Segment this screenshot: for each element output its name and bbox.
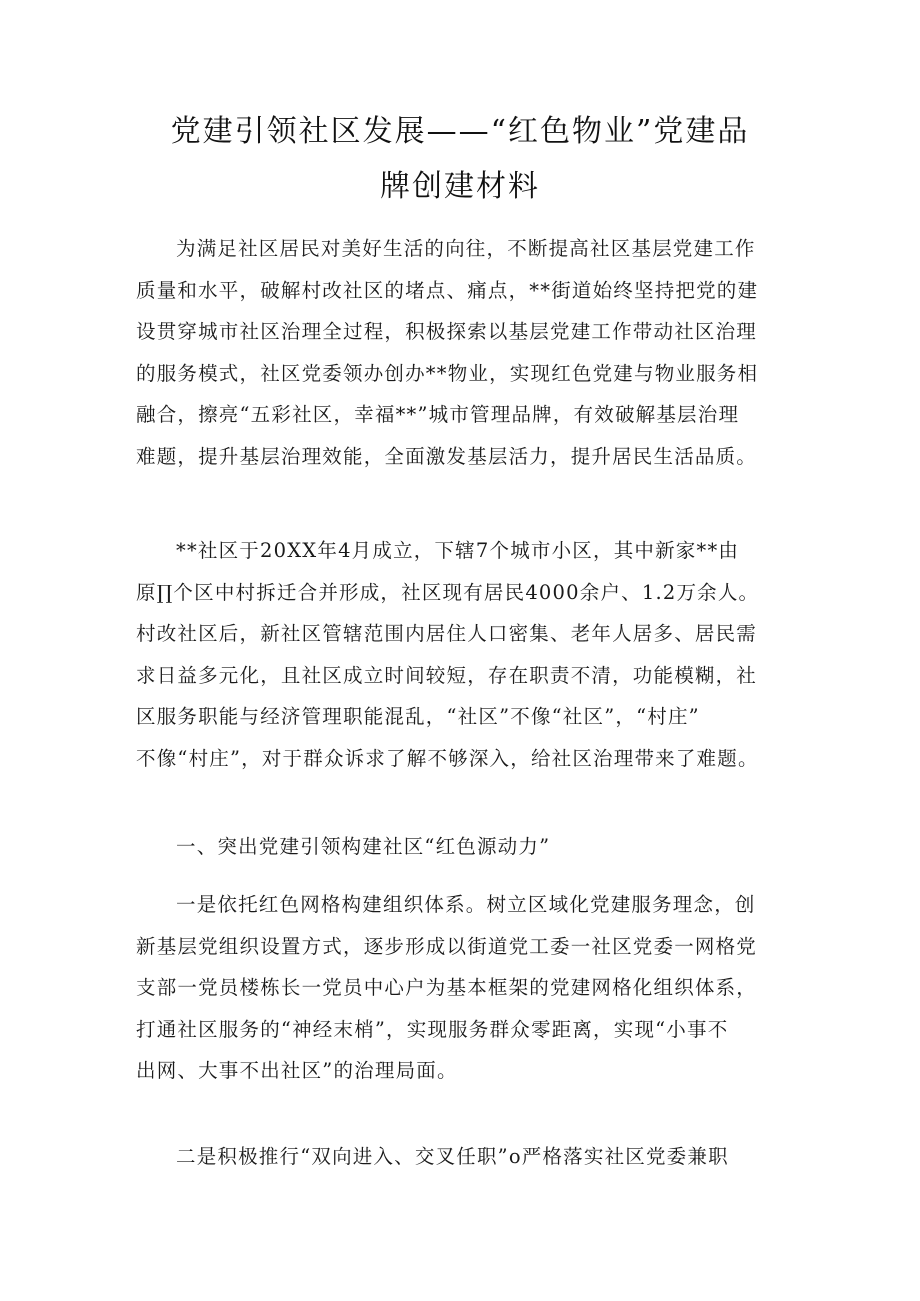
text-line: **社区于20XX年4月成立，下辖7个城市小区，其中新家**由 (176, 539, 740, 562)
text-line: 村改社区后，新社区管辖范围内居住人口密集、老年人居多、居民需 (136, 622, 758, 645)
text-line: 新基层党组织设置方式，逐步形成以街道党工委一社区党委一网格党 (136, 934, 758, 958)
text-line: 不像“村庄”，对于群众诉求了解不够深入，给社区治理带来了难题。 (136, 746, 759, 770)
text-line: 设贯穿城市社区治理全过程，积极探索以基层党建工作带动社区治理 (136, 320, 758, 343)
text-line: 一是依托红色网格构建组织体系。树立区域化党建服务理念，创 (176, 893, 756, 916)
paragraph-point-two (136, 1136, 796, 1178)
heading-line: 一、突出党建引领构建社区“红色源动力” (176, 835, 551, 858)
section-heading (136, 826, 796, 868)
text-line: 求日益多元化，且社区成立时间较短，存在职责不清，功能模糊，社 (136, 663, 758, 687)
text-line: 为满足社区居民对美好生活的向往，不断提高社区基层党建工作 (176, 237, 756, 260)
title-line: 牌创建材料 (380, 169, 540, 204)
text-line: 融合，擦亮“五彩社区，幸福**”城市管理品牌，有效破解基层治理 (136, 403, 740, 426)
text-line: 质量和水平，破解村改社区的堵点、痛点，**街道始终坚持把党的建 (136, 278, 759, 302)
text-line: 的服务模式，社区党委领办创办**物业，实现红色党建与物业服务相 (136, 361, 759, 385)
document-title (120, 104, 800, 214)
text-line: 原∏个区中村拆迁合并形成，社区现有居民4000余户、1.2万余人。 (136, 580, 760, 604)
paragraph-background (136, 530, 796, 779)
text-line: 支部一党员楼栋长一党员中心户为基本框架的党建网格化组织体系， (136, 976, 758, 999)
text-line: 二是积极推行“双向进入、交叉任职”o严格落实社区党委兼职 (176, 1145, 729, 1168)
paragraph-point-one (136, 884, 796, 1092)
text-line: 难题，提升基层治理效能，全面激发基层活力，提升居民生活品质。 (136, 444, 758, 468)
text-line: 出网、大事不出社区”的治理局面。 (136, 1059, 458, 1082)
title-line: 党建引领社区发展——“红色物业”党建品 (170, 114, 750, 149)
text-line: 打通社区服务的“神经末梢”，实现服务群众零距离，实现“小事不 (136, 1017, 729, 1041)
text-line: 区服务职能与经济管理职能混乱，“社区”不像“社区”，“村庄” (136, 705, 700, 728)
paragraph-intro (136, 228, 796, 477)
